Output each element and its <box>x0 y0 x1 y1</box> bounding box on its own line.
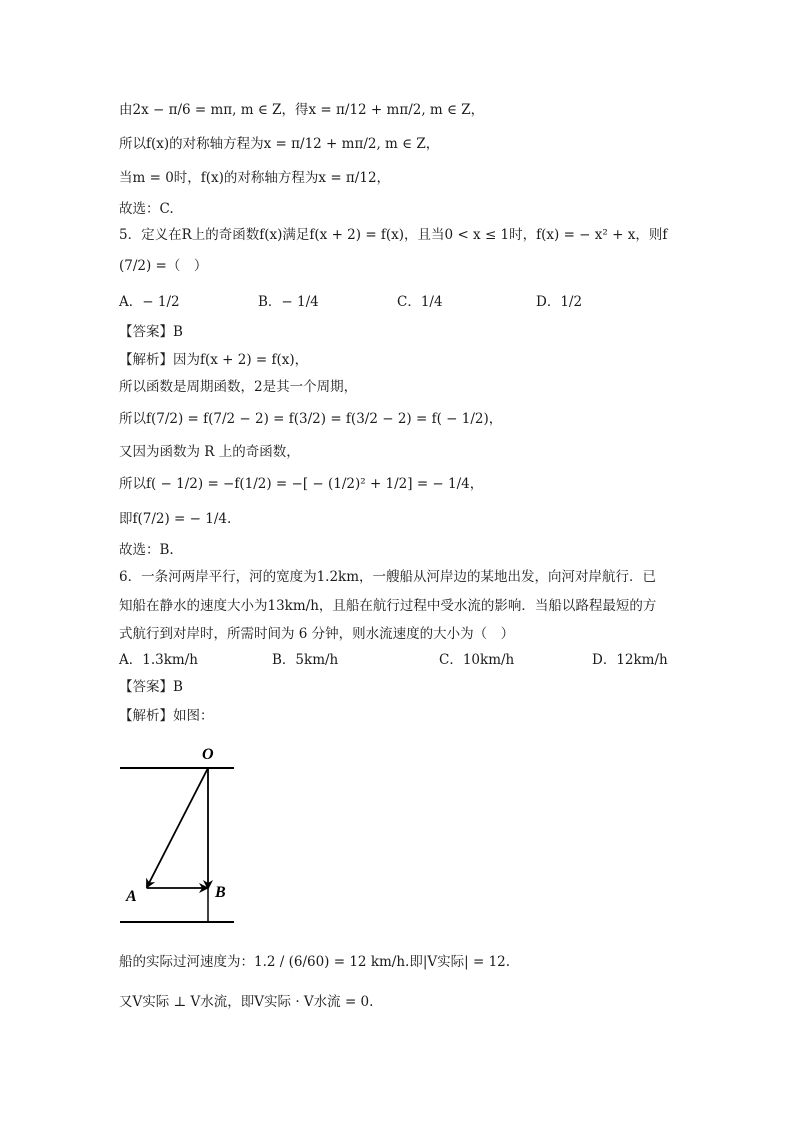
solution-line: 所以f(x)的对称轴方程为x = π/12 + mπ/2, m ∈ Z， <box>119 136 440 152</box>
solution-line: 由2x − π/6 = mπ, m ∈ Z，得x = π/12 + mπ/2, m ∈ Z， <box>119 102 485 118</box>
question-6-answer: 【答案】B <box>119 679 183 695</box>
option-a: A．1.3km/h <box>119 652 198 668</box>
analysis-line: 【解析】如图： <box>119 708 214 724</box>
solution-line: 故选：C. <box>119 201 174 217</box>
analysis-line: 故选：B. <box>119 542 174 558</box>
analysis-line: 船的实际过河速度为：1.2 / (6/60) = 12 km/h.即|V实际| = 12. <box>119 954 511 970</box>
analysis-line: 又因为函数为 R 上的奇函数， <box>119 444 300 460</box>
option-b: B．− 1/4 <box>258 294 319 310</box>
label-b: B <box>215 884 226 901</box>
option-c: C．10km/h <box>439 652 515 668</box>
question-6-stem: 6．一条河两岸平行，河的宽度为1.2km，一艘船从河岸边的某地出发，向河对岸航行．已 <box>119 569 657 585</box>
question-6-options <box>119 649 679 671</box>
label-o: O <box>202 746 214 763</box>
vector-oa <box>147 768 208 887</box>
question-5-stem-cont: (7/2) =（ ） <box>119 258 208 274</box>
river-vector-diagram <box>110 735 250 935</box>
option-d: D．12km/h <box>592 652 668 668</box>
question-5-options <box>119 291 679 313</box>
question-5-answer: 【答案】B <box>119 324 183 340</box>
analysis-line: 所以函数是周期函数，2是其一个周期， <box>119 379 358 395</box>
analysis-line: 【解析】因为f(x + 2) = f(x)， <box>119 352 309 368</box>
analysis-line: 又V实际 ⊥ V水流，即V实际 · V水流 = 0. <box>119 994 374 1010</box>
label-a: A <box>126 888 137 905</box>
question-5-stem: 5．定义在R上的奇函数f(x)满足f(x + 2) = f(x)，且当0 < x ≤ 1时，f(x) = − x² + x，则f <box>119 227 668 243</box>
analysis-line: 所以f(7/2) = f(7/2 − 2) = f(3/2) = f(3/2 − 2) = f( − 1/2)， <box>119 411 503 427</box>
option-a: A．− 1/2 <box>119 294 180 310</box>
option-c: C．1/4 <box>397 294 443 310</box>
question-6-stem: 式航行到对岸时，所需时间为 6 分钟，则水流速度的大小为（ ） <box>119 626 515 642</box>
analysis-line: 所以f( − 1/2) = −f(1/2) = −[ − (1/2)² + 1/2] = − 1/4， <box>119 476 484 492</box>
solution-line: 当m = 0时，f(x)的对称轴方程为x = π/12， <box>119 170 391 186</box>
analysis-line: 即f(7/2) = − 1/4. <box>119 511 232 527</box>
question-6-stem: 知船在静水的速度大小为13km/h，且船在航行过程中受水流的影响．当船以路程最短的方 <box>119 598 657 614</box>
option-b: B．5km/h <box>272 652 339 668</box>
option-d: D．1/2 <box>536 294 583 310</box>
